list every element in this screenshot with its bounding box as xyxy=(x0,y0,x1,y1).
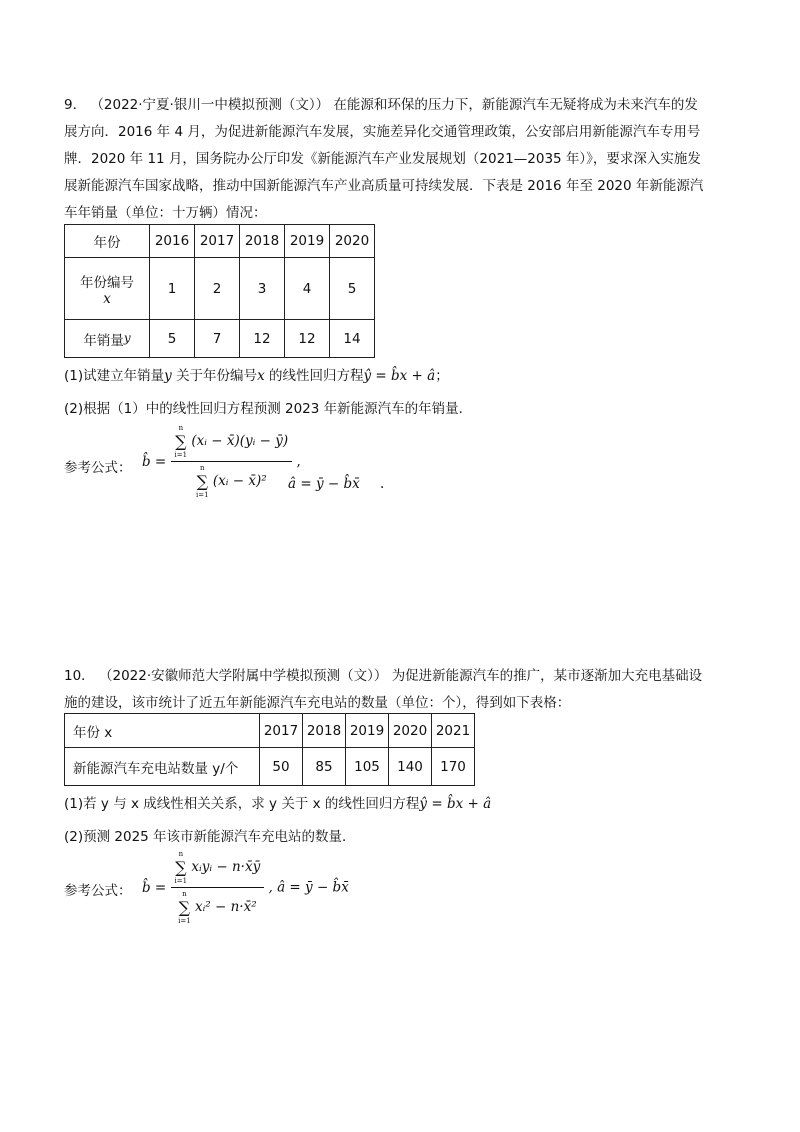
q10-sum-symbol xyxy=(175,850,188,885)
q9-sales-cell: 12 xyxy=(285,320,330,358)
q9-year-cell: 2019 xyxy=(285,225,330,258)
q10-line-1 xyxy=(64,664,702,684)
q9-sales-table xyxy=(64,224,375,358)
q9-row3-var: y xyxy=(123,330,131,345)
q9-formula-a-text: â = ȳ − b̂x̄ xyxy=(288,476,360,492)
q9-sum-bottom: i=1 xyxy=(196,491,209,499)
q10-text-1: 为促进新能源汽车的推广，某市逐渐加大充电基础设 xyxy=(391,668,703,684)
q9-part1-eq: ŷ = b̂x + â xyxy=(363,368,436,384)
q10-part1 xyxy=(64,792,491,812)
q9-line-3: 牌．2020 年 11 月，国务院办公厅印发《新能源汽车产业发展规划（2021—2035 年）》，要求深入实施发 xyxy=(64,151,701,167)
q10-count-cell: 85 xyxy=(303,748,346,786)
q10-row2-label: 新能源汽车充电站数量 y/个 xyxy=(65,748,260,786)
q10-sum-top: n xyxy=(182,890,187,898)
sigma-icon: ∑ xyxy=(178,898,191,917)
q10-count-cell: 140 xyxy=(389,748,432,786)
q10-formula-b-den xyxy=(174,888,261,925)
q9-formula-b-num-text: (xᵢ − x̄)(yᵢ − ȳ) xyxy=(191,433,289,449)
q9-code-cell: 5 xyxy=(330,258,375,320)
q10-ref-label: 参考公式： xyxy=(64,883,132,899)
q9-part1-mid: 关于年份编号 xyxy=(176,368,258,384)
q9-source: （2022·宁夏·银川一中模拟预测（文）） xyxy=(90,97,330,113)
q9-row3-label-text: 年销量 xyxy=(83,332,124,349)
q9-formula-comma: , xyxy=(296,453,301,470)
q9-code-cell: 2 xyxy=(195,258,240,320)
q10-year-cell: 2020 xyxy=(389,714,432,748)
q9-part1-prefix: (1)试建立年销量 xyxy=(64,368,165,384)
q9-sum-symbol xyxy=(175,424,188,459)
q10-count-cell: 50 xyxy=(260,748,303,786)
q9-formula-a xyxy=(288,476,384,492)
q10-sum-top: n xyxy=(178,850,184,858)
q10-row1-label: 年份 x xyxy=(65,714,260,748)
q9-formula-b-lhs: b̂ = xyxy=(142,453,167,470)
q9-part1-y: y xyxy=(164,368,172,384)
q10-part2: (2)预测 2025 年该市新能源汽车充电站的数量． xyxy=(64,829,356,845)
q9-formula-b-den-text: (xᵢ − x̄)² xyxy=(212,473,267,489)
q9-row3-label xyxy=(65,320,150,358)
sigma-icon: ∑ xyxy=(175,432,187,451)
q10-part1-eq: ŷ = b̂x + â xyxy=(419,796,492,812)
q9-code-cell: 1 xyxy=(150,258,195,320)
q10-formula-b-num-text: xᵢyᵢ − n·x̄ȳ xyxy=(191,859,261,875)
q9-sum-symbol xyxy=(196,464,209,499)
q10-year-cell: 2017 xyxy=(260,714,303,748)
q10-year-cell: 2021 xyxy=(432,714,475,748)
q10-count-cell: 105 xyxy=(346,748,389,786)
q10-sum-bottom: i=1 xyxy=(178,917,191,925)
q9-sum-top: n xyxy=(200,464,205,472)
q10-year-cell: 2019 xyxy=(346,714,389,748)
q9-sum-bottom: i=1 xyxy=(174,451,188,459)
q10-station-table xyxy=(64,713,475,786)
q9-row2-label-var: x xyxy=(103,290,111,307)
q9-year-cell: 2018 xyxy=(240,225,285,258)
q9-number: 9． xyxy=(64,97,87,113)
q10-formula-a: , â = ȳ − b̂x̄ xyxy=(268,879,349,896)
q9-line-2: 展方向．2016 年 4 月，为促进新能源汽车发展，实施差异化交通管理政策，公安部启用新能源汽车专用号 xyxy=(64,124,701,140)
q10-formula-b xyxy=(142,850,349,925)
q9-text-1: 在能源和环保的压力下，新能源汽车无疑将成为未来汽车的发 xyxy=(333,97,698,113)
q10-part1-prefix: (1)若 y 与 x 成线性相关关系，求 y 关于 x 的线性回归方程 xyxy=(64,796,420,812)
q10-sum-symbol xyxy=(178,890,191,925)
q10-line-2: 施的建设，该市统计了近五年新能源汽车充电站的数量（单位：个），得到如下表格： xyxy=(64,695,571,711)
q9-code-cell: 4 xyxy=(285,258,330,320)
q10-formula-b-den-text: xᵢ² − n·x̄² xyxy=(194,899,257,915)
q9-line-4: 展新能源汽车国家战略，推动中国新能源汽车产业高质量可持续发展．下表是 2016 年至 2020 年新能源汽 xyxy=(64,178,704,194)
q9-formula-b xyxy=(142,424,301,499)
q9-row2-label xyxy=(65,258,150,320)
q10-formula-b-lhs: b̂ = xyxy=(142,879,167,896)
q9-part1-x: x xyxy=(257,368,265,384)
q9-sales-cell: 14 xyxy=(330,320,375,358)
q9-part1-suffix: 的线性回归方程 xyxy=(268,368,364,384)
q9-ref-label: 参考公式： xyxy=(64,460,132,476)
q9-formula-b-den xyxy=(192,462,271,499)
q9-part1-end: ； xyxy=(435,368,449,384)
q9-row1-label: 年份 xyxy=(65,225,150,258)
q9-year-cell: 2017 xyxy=(195,225,240,258)
q9-year-cell: 2016 xyxy=(150,225,195,258)
q9-part1 xyxy=(64,364,449,384)
q9-formula-period: . xyxy=(380,476,385,492)
q9-sum-top: n xyxy=(178,424,184,432)
q10-formula-b-frac xyxy=(171,850,265,925)
q9-sales-cell: 7 xyxy=(195,320,240,358)
q9-sales-cell: 12 xyxy=(240,320,285,358)
q10-formula-b-num xyxy=(171,850,265,888)
q9-line-5: 车年销量（单位：十万辆）情况： xyxy=(64,205,267,221)
q9-sales-cell: 5 xyxy=(150,320,195,358)
q9-formula-b-frac xyxy=(171,424,293,499)
q9-part2: (2)根据（1）中的线性回归方程预测 2023 年新能源汽车的年销量． xyxy=(64,401,473,417)
q10-sum-bottom: i=1 xyxy=(174,877,188,885)
q9-code-cell: 3 xyxy=(240,258,285,320)
q10-source: （2022·安徽师范大学附属中学模拟预测（文）） xyxy=(98,668,388,684)
q10-year-cell: 2018 xyxy=(303,714,346,748)
q9-year-cell: 2020 xyxy=(330,225,375,258)
q9-line-1 xyxy=(64,93,698,113)
sigma-icon: ∑ xyxy=(175,858,187,877)
q10-number: 10． xyxy=(64,668,95,684)
q9-formula-b-num xyxy=(171,424,293,462)
sigma-icon: ∑ xyxy=(196,472,209,491)
q10-count-cell: 170 xyxy=(432,748,475,786)
q9-row2-label-text: 年份编号 xyxy=(80,274,134,291)
